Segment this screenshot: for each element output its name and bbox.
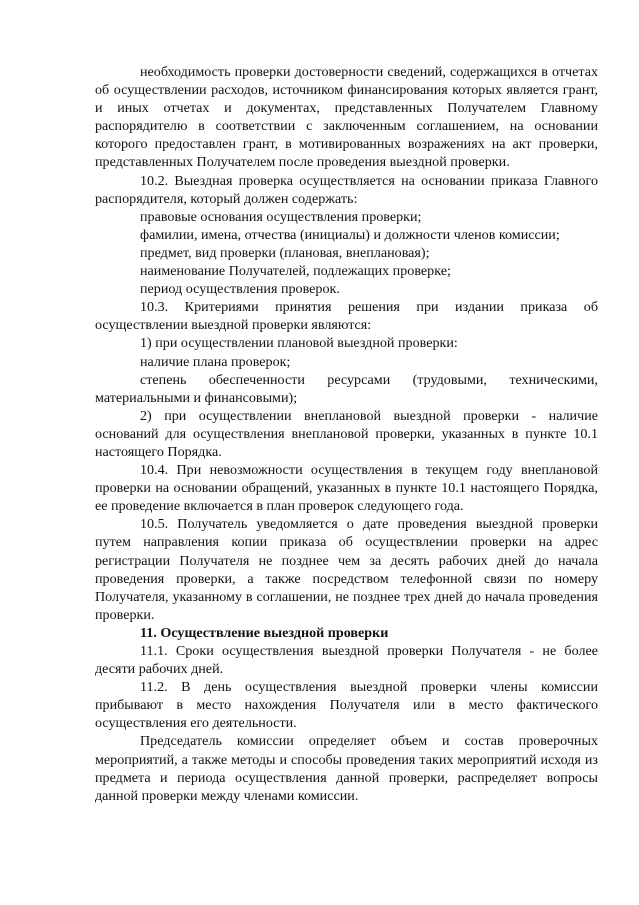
list-item: наличие плана проверок; bbox=[140, 353, 291, 370]
paragraph-chairman: Председатель комиссии определяет объем и состав проверочных мероприятий, а также методы и способы проведения таких мероприятий исходя из предмета и периода осуществления данной проверки, распределяет вопросы данной проверки между членами комиссии. bbox=[95, 733, 598, 804]
paragraph-10-2: 10.2. Выездная проверка осуществляется на основании приказа Главного распорядителя, который должен содержать: bbox=[95, 172, 598, 207]
list-item: период осуществления проверок. bbox=[140, 281, 340, 298]
subitem-planned-check: 1) при осуществлении плановой выездной проверки: bbox=[140, 335, 458, 352]
list-item: фамилии, имена, отчества (инициалы) и должности членов комиссии; bbox=[140, 226, 560, 243]
list-item: правовые основания осуществления проверки; bbox=[140, 208, 422, 225]
paragraph-10-5: 10.5. Получатель уведомляется о дате проведения выездной проверки путем направления копии приказа об осуществлении проверки на адрес регистрации Получателя не позднее чем за десять рабочих дней до начала проведения проверки, а также посредством телефонной связи по номеру Получателя, указанному в соглашении, не позднее трех дней до начала проведения проверки. bbox=[95, 516, 598, 623]
paragraph-10-3: 10.3. Критериями принятия решения при издании приказа об осуществлении выездной проверки являются: bbox=[95, 299, 598, 334]
paragraph-11-2: 11.2. В день осуществления выездной проверки члены комиссии прибывают в место нахождения Получателя или в место фактического осуществления его деятельности. bbox=[95, 679, 598, 732]
list-item: предмет, вид проверки (плановая, внеплановая); bbox=[140, 244, 430, 261]
list-item: наименование Получателей, подлежащих проверке; bbox=[140, 263, 451, 280]
paragraph-11-1: 11.1. Сроки осуществления выездной проверки Получателя - не более десяти рабочих дней. bbox=[95, 643, 598, 678]
paragraph-10-4: 10.4. При невозможности осуществления в текущем году внеплановой проверки на основании обращений, указанных в пункте 10.1 настоящего Порядка, ее проведение включается в план проверок следующего года. bbox=[95, 462, 598, 515]
list-item: степень обеспеченности ресурсами (трудовыми, техническими, материальными и финансовыми); bbox=[95, 371, 598, 406]
subitem-unplanned-check: 2) при осуществлении внеплановой выездной проверки - наличие оснований для осуществления внеплановой проверки, указанных в пункте 10.1 настоящего Порядка. bbox=[95, 407, 598, 460]
section-heading-11: 11. Осуществление выездной проверки bbox=[140, 624, 389, 641]
document-page bbox=[95, 63, 598, 805]
paragraph-verification-need: необходимость проверки достоверности сведений, содержащихся в отчетах об осуществлении расходов, источником финансирования которых является грант, и иных отчетах и документах, представленных Получателем Главному распорядителю в соответствии с заключенным соглашением, на основании которого предоставлен грант, в мотивированных возражениях на акт проверки, представленных Получателем после проведения выездной проверки. bbox=[95, 64, 598, 171]
